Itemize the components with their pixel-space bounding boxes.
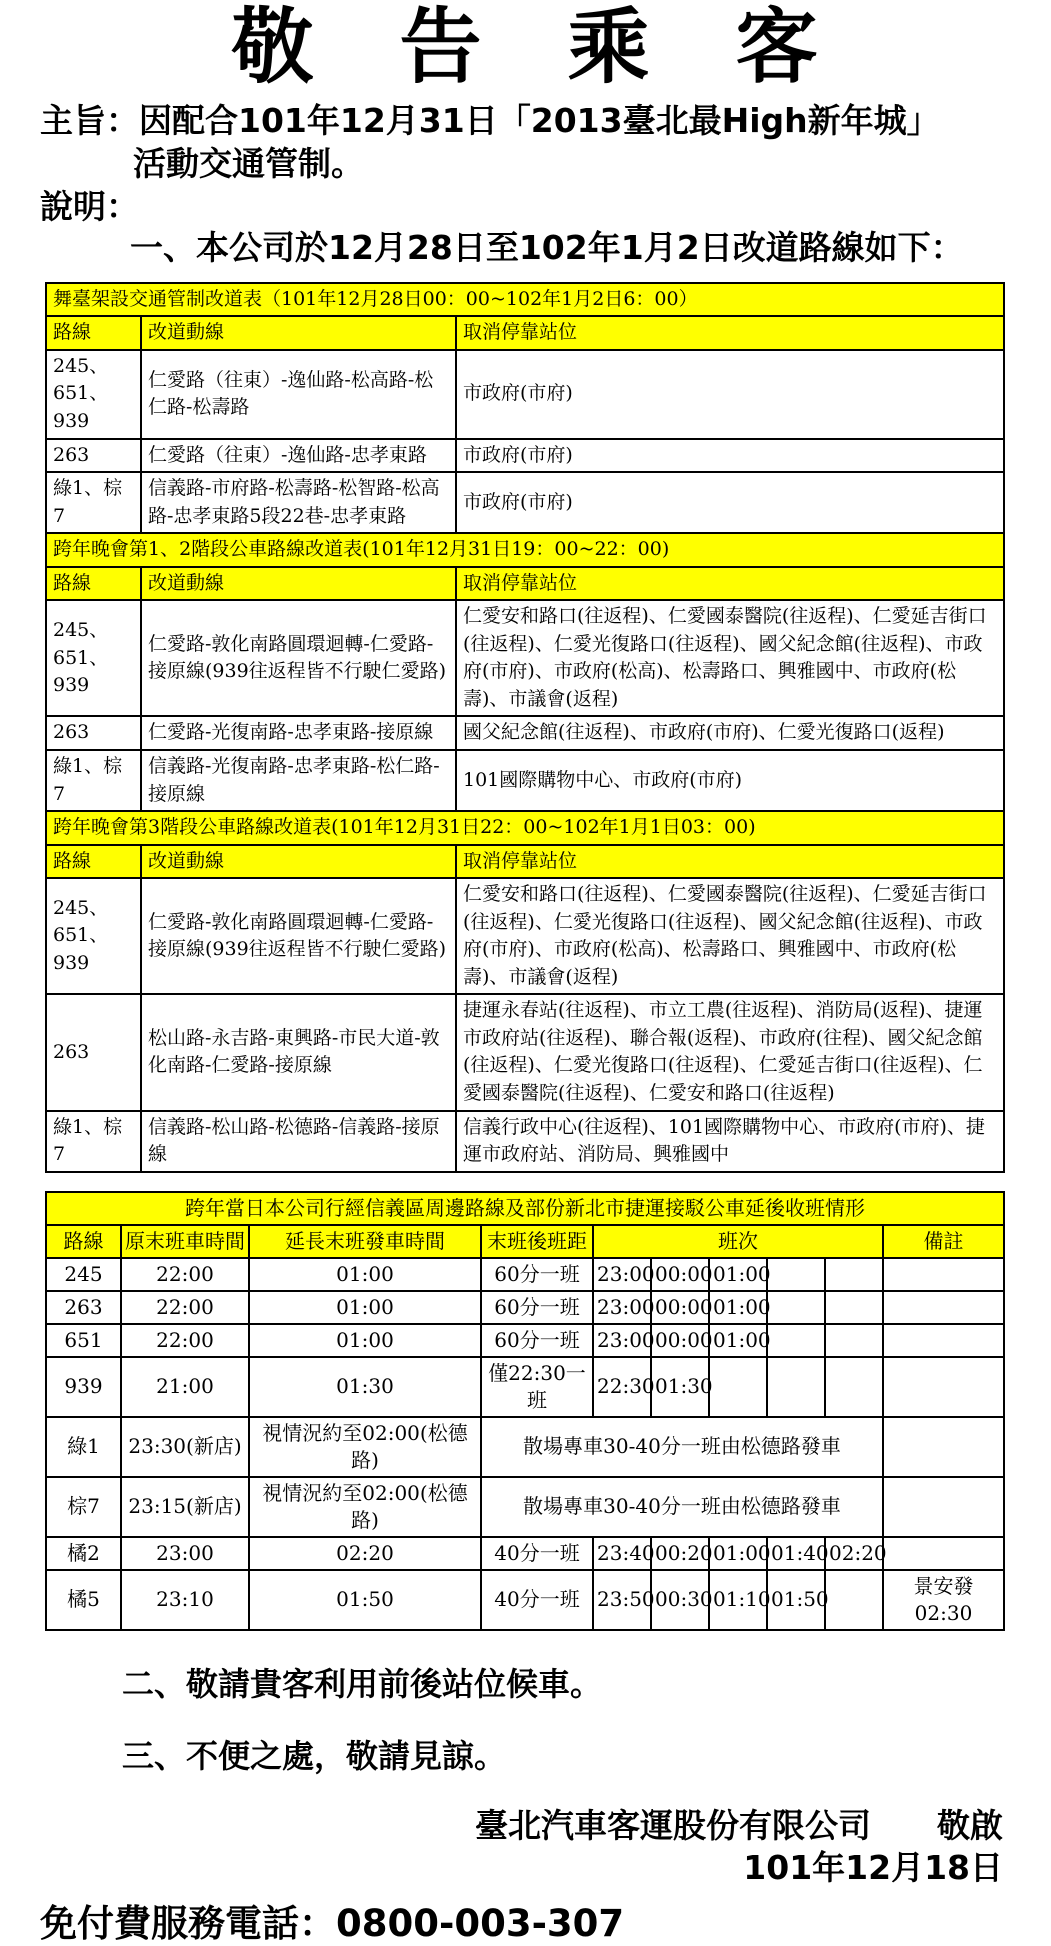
explanation-label: 說明：: [40, 186, 139, 226]
diversion-cell: 仁愛路-敦化南路圓環迴轉-仁愛路-接原線(939往返程皆不行駛仁愛路): [141, 600, 456, 716]
route-cell: 綠1、棕7: [46, 750, 141, 811]
headway-cell: 僅22:30一班: [481, 1357, 593, 1417]
trip-time-cell: 23:40: [593, 1537, 651, 1570]
schedule-row: [46, 1570, 1004, 1630]
diversion-cell: 仁愛路（往東）-逸仙路-松高路-松仁路-松壽路: [141, 350, 456, 439]
merged-trips-cell: 散場專車30-40分一班由松德路發車: [481, 1477, 883, 1537]
explanation-item-one: 一、本公司於12月28日至102年1月2日改道路線如下：: [130, 227, 964, 267]
cancelled-stops-cell: 市政府(市府): [456, 472, 1004, 533]
trip-time-cell: 01:00: [709, 1258, 767, 1291]
extended-schedule-table: [45, 1191, 1005, 1631]
schedule-row: [46, 1477, 1004, 1537]
route-row: [46, 350, 1004, 439]
diversion-cell: 仁愛路-敦化南路圓環迴轉-仁愛路-接原線(939往返程皆不行駛仁愛路): [141, 878, 456, 994]
note-cell: [883, 1537, 1004, 1570]
route-cell: 263: [46, 994, 141, 1110]
note-cell: 景安發02:30: [883, 1570, 1004, 1630]
trip-time-cell: [825, 1324, 883, 1357]
diversion-cell: 仁愛路-光復南路-忠孝東路-接原線: [141, 716, 456, 750]
route-row: [46, 750, 1004, 811]
schedule-route-cell: 棕7: [46, 1477, 121, 1537]
notice-item-three: 三、不便之處，敬請見諒。: [122, 1737, 507, 1776]
trip-time-cell: [825, 1570, 883, 1630]
diversion-cell: 信義路-市府路-松壽路-松智路-松高路-忠孝東路5段22巷-忠孝東路: [141, 472, 456, 533]
trip-time-cell: [825, 1357, 883, 1417]
company-signature: 臺北汽車客運股份有限公司 敬啟: [475, 1806, 1003, 1846]
section-title: 跨年晚會第1、2階段公車路線改道表(101年12月31日19：00~22：00): [46, 533, 1004, 567]
note-cell: [883, 1258, 1004, 1291]
cancelled-stops-cell: 仁愛安和路口(往返程)、仁愛國泰醫院(往返程)、仁愛延吉街口(往返程)、仁愛光復路口(往返程)、國父紀念館(往返程)、市政府(市府)、市政府(松高)、松壽路口、興雅國中、市政府(松壽)、市議會(返程): [456, 600, 1004, 716]
schedule-route-cell: 綠1: [46, 1417, 121, 1477]
route-row: [46, 439, 1004, 473]
schedule-row: [46, 1357, 1004, 1417]
headway-cell: 40分一班: [481, 1570, 593, 1630]
service-phone-line: [40, 1902, 1051, 1946]
cancelled-stops-cell: 國父紀念館(往返程)、市政府(市府)、仁愛光復路口(返程): [456, 716, 1004, 750]
subject-label: 主旨：: [40, 100, 139, 140]
column-header: 路線: [46, 316, 141, 350]
column-header: 改道動線: [141, 845, 456, 879]
trip-time-cell: [825, 1291, 883, 1324]
extended-last-bus-cell: 視情況約至02:00(松德路): [249, 1477, 481, 1537]
trip-time-cell: 22:30: [593, 1357, 651, 1417]
page-title: 敬 告 乘 客: [231, 0, 820, 95]
trip-time-cell: 01:50: [767, 1570, 825, 1630]
trip-time-cell: 01:00: [709, 1324, 767, 1357]
cancelled-stops-cell: 市政府(市府): [456, 350, 1004, 439]
extended-last-bus-cell: 01:00: [249, 1258, 481, 1291]
trip-time-cell: 23:50: [593, 1570, 651, 1630]
extended-last-bus-cell: 01:00: [249, 1324, 481, 1357]
route-row: [46, 878, 1004, 994]
note-cell: [883, 1357, 1004, 1417]
schedule-title: 跨年當日本公司行經信義區周邊路線及部份新北市捷運接駁公車延後收班情形: [46, 1192, 1004, 1225]
trip-time-cell: 01:00: [709, 1291, 767, 1324]
schedule-row: [46, 1258, 1004, 1291]
schedule-header-extended: 延長末班發車時間: [249, 1225, 481, 1258]
trip-time-cell: 00:00: [651, 1258, 709, 1291]
column-header: 取消停靠站位: [456, 567, 1004, 601]
trip-time-cell: [767, 1324, 825, 1357]
extended-last-bus-cell: 01:00: [249, 1291, 481, 1324]
schedule-header-orig: 原末班車時間: [121, 1225, 249, 1258]
trip-time-cell: 23:00: [593, 1291, 651, 1324]
trip-time-cell: 01:30: [651, 1357, 709, 1417]
cancelled-stops-cell: 信義行政中心(往返程)、101國際購物中心、市政府(市府)、捷運市政府站、消防局、興雅國中: [456, 1111, 1004, 1172]
section-title: 舞臺架設交通管制改道表（101年12月28日00：00~102年1月2日6：00）: [46, 283, 1004, 317]
headway-cell: 60分一班: [481, 1291, 593, 1324]
column-header: 路線: [46, 567, 141, 601]
schedule-header-route: 路線: [46, 1225, 121, 1258]
schedule-route-cell: 橘2: [46, 1537, 121, 1570]
cancelled-stops-cell: 市政府(市府): [456, 439, 1004, 473]
trip-time-cell: 00:30: [651, 1570, 709, 1630]
trip-time-cell: [825, 1258, 883, 1291]
headway-cell: 60分一班: [481, 1324, 593, 1357]
route-cell: 245、651、939: [46, 350, 141, 439]
orig-last-bus-cell: 22:00: [121, 1291, 249, 1324]
merged-trips-cell: 散場專車30-40分一班由松德路發車: [481, 1417, 883, 1477]
column-header: 改道動線: [141, 316, 456, 350]
trip-time-cell: 00:00: [651, 1291, 709, 1324]
extended-last-bus-cell: 02:20: [249, 1537, 481, 1570]
trip-time-cell: 23:00: [593, 1258, 651, 1291]
schedule-row: [46, 1291, 1004, 1324]
schedule-route-cell: 651: [46, 1324, 121, 1357]
schedule-header-note: 備註: [883, 1225, 1004, 1258]
trip-time-cell: [767, 1291, 825, 1324]
route-cell: 綠1、棕7: [46, 1111, 141, 1172]
notice-date: 101年12月18日: [743, 1847, 1003, 1887]
column-header: 取消停靠站位: [456, 316, 1004, 350]
extended-last-bus-cell: 01:30: [249, 1357, 481, 1417]
note-cell: [883, 1477, 1004, 1537]
column-header: 取消停靠站位: [456, 845, 1004, 879]
route-cell: 245、651、939: [46, 878, 141, 994]
column-header: 路線: [46, 845, 141, 879]
trip-time-cell: 01:10: [709, 1570, 767, 1630]
diversion-cell: 仁愛路（往東）-逸仙路-忠孝東路: [141, 439, 456, 473]
cancelled-stops-cell: 捷運永春站(往返程)、市立工農(往返程)、消防局(返程)、捷運市政府站(往返程)、聯合報(返程)、市政府(往程)、國父紀念館(往返程)、仁愛光復路口(往返程)、仁愛延吉街口(往返程)、仁愛國泰醫院(往返程)、仁愛安和路口(往返程): [456, 994, 1004, 1110]
headway-cell: 60分一班: [481, 1258, 593, 1291]
note-cell: [883, 1291, 1004, 1324]
headway-cell: 40分一班: [481, 1537, 593, 1570]
notice-item-two: 二、敬請貴客利用前後站位候車。: [122, 1664, 603, 1703]
trip-time-cell: 02:20: [825, 1537, 883, 1570]
orig-last-bus-cell: 23:15(新店): [121, 1477, 249, 1537]
orig-last-bus-cell: 22:00: [121, 1258, 249, 1291]
phone-label: 免付費服務電話：: [40, 1901, 336, 1945]
cancelled-stops-cell: 仁愛安和路口(往返程)、仁愛國泰醫院(往返程)、仁愛延吉街口(往返程)、仁愛光復路口(往返程)、國父紀念館(往返程)、市政府(市府)、市政府(松高)、松壽路口、興雅國中、市政府(松壽)、市議會(返程): [456, 878, 1004, 994]
route-row: [46, 994, 1004, 1110]
diversion-cell: 信義路-松山路-松德路-信義路-接原線: [141, 1111, 456, 1172]
route-cell: 263: [46, 439, 141, 473]
schedule-route-cell: 939: [46, 1357, 121, 1417]
route-row: [46, 716, 1004, 750]
route-cell: 綠1、棕7: [46, 472, 141, 533]
trip-time-cell: 00:00: [651, 1324, 709, 1357]
diversion-cell: 松山路-永吉路-東興路-市民大道-敦化南路-仁愛路-接原線: [141, 994, 456, 1110]
route-cell: 263: [46, 716, 141, 750]
schedule-row: [46, 1417, 1004, 1477]
trip-time-cell: 23:00: [593, 1324, 651, 1357]
diversion-cell: 信義路-光復南路-忠孝東路-松仁路-接原線: [141, 750, 456, 811]
schedule-route-cell: 263: [46, 1291, 121, 1324]
schedule-row: [46, 1324, 1004, 1357]
column-header: 改道動線: [141, 567, 456, 601]
trip-time-cell: [709, 1357, 767, 1417]
schedule-row: [46, 1537, 1004, 1570]
route-row: [46, 600, 1004, 716]
orig-last-bus-cell: 21:00: [121, 1357, 249, 1417]
trip-time-cell: [767, 1258, 825, 1291]
trip-time-cell: 00:20: [651, 1537, 709, 1570]
section-title: 跨年晚會第3階段公車路線改道表(101年12月31日22：00~102年1月1日03：00): [46, 811, 1004, 845]
note-cell: [883, 1324, 1004, 1357]
orig-last-bus-cell: 23:10: [121, 1570, 249, 1630]
orig-last-bus-cell: 22:00: [121, 1324, 249, 1357]
cancelled-stops-cell: 101國際購物中心、市政府(市府): [456, 750, 1004, 811]
schedule-route-cell: 橘5: [46, 1570, 121, 1630]
route-row: [46, 472, 1004, 533]
orig-last-bus-cell: 23:00: [121, 1537, 249, 1570]
route-row: [46, 1111, 1004, 1172]
subject-line-2: 活動交通管制。: [133, 144, 364, 184]
schedule-route-cell: 245: [46, 1258, 121, 1291]
schedule-header-headway: 末班後班距: [481, 1225, 593, 1258]
subject-text: 因配合101年12月31日「2013臺北最High新年城」: [139, 100, 940, 140]
route-cell: 245、651、939: [46, 600, 141, 716]
extended-last-bus-cell: 01:50: [249, 1570, 481, 1630]
trip-time-cell: 01:40: [767, 1537, 825, 1570]
note-cell: [883, 1417, 1004, 1477]
orig-last-bus-cell: 23:30(新店): [121, 1417, 249, 1477]
route-change-table: [45, 282, 1005, 1173]
trip-time-cell: [767, 1357, 825, 1417]
schedule-header-trips: 班次: [593, 1225, 883, 1258]
extended-last-bus-cell: 視情況約至02:00(松德路): [249, 1417, 481, 1477]
trip-time-cell: 01:00: [709, 1537, 767, 1570]
phone-number: 0800-003-307: [336, 1901, 625, 1945]
subject-line: [40, 99, 1051, 143]
